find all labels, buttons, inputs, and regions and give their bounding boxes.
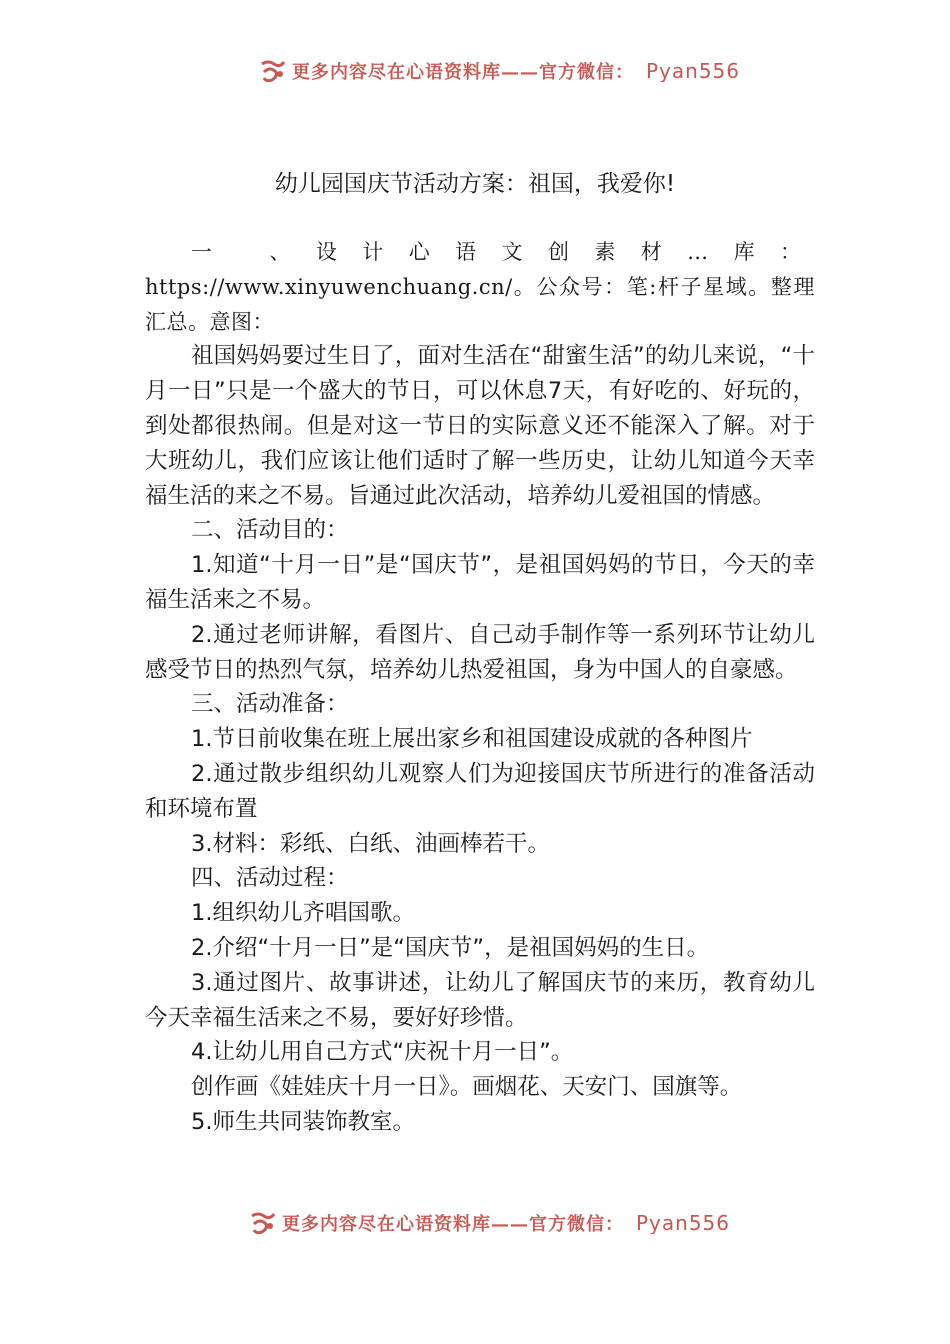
section-heading: 四、活动过程：	[191, 865, 349, 892]
brand-logo-icon	[248, 1210, 278, 1234]
watermark-code: Pyan556	[646, 59, 741, 82]
list-item: 4.让幼儿用自己方式“庆祝十月一日”。	[191, 1039, 574, 1066]
list-item: 5.师生共同装饰教室。	[191, 1108, 415, 1135]
list-item: 1.知道“十月一日”是“国庆节”，是祖国妈妈的节日，今天的幸福生活来之不易。	[145, 552, 815, 613]
watermark-code: Pyan556	[636, 1211, 731, 1234]
list-item: 1.组织幼儿齐唱国歌。	[191, 900, 415, 927]
watermark-text: 更多内容尽在心语资料库——官方微信：	[282, 1214, 624, 1234]
list-item: 2.通过老师讲解，看图片、自己动手制作等一系列环节让幼儿感受节日的热烈气氛，培养幼儿热爱祖国，身为中国人的自豪感。	[145, 621, 815, 683]
section-1-heading: 一 、设计心语文创素材…库：	[191, 240, 815, 264]
watermark-text: 更多内容尽在心语资料库——官方微信：	[292, 62, 634, 82]
list-item: 3.材料：彩纸、白纸、油画棒若干。	[191, 830, 550, 857]
list-item: 3.通过图片、故事讲述，让幼儿了解国庆节的来历，教育幼儿今天幸福生活来之不易，要好好珍惜。	[145, 969, 815, 1031]
section-heading: 三、活动准备：	[191, 691, 349, 718]
list-item: 2.介绍“十月一日”是“国庆节”，是祖国妈妈的生日。	[191, 934, 710, 961]
section-1-intro	[145, 235, 815, 339]
section-heading: 二、活动目的：	[191, 517, 349, 544]
list-item: 创作画《娃娃庆十月一日》。画烟花、天安门、国旗等。	[191, 1074, 743, 1101]
paragraph: 祖国妈妈要过生日了，面对生活在“甜蜜生活”的幼儿来说，“十月一日”只是一个盛大的节日，可以休息7天，有好吃的、好玩的，到处都很热闹。但是对这一节日的实际意义还不能深入了解。对于大班幼儿，我们应该让他们适时了解一些历史，让幼儿知道今天幸福生活的来之不易。旨通过此次活动，培养幼儿爱祖国的情感。	[145, 343, 815, 509]
brand-logo-icon	[258, 58, 288, 82]
list-item: 2.通过散步组织幼儿观察人们为迎接国庆节所进行的准备活动和环境布置	[145, 760, 815, 822]
footer-watermark	[0, 1204, 950, 1234]
header-watermark	[0, 52, 950, 82]
document-title: 幼儿园国庆节活动方案：祖国，我爱你!	[274, 171, 676, 197]
list-item: 1.节日前收集在班上展出家乡和祖国建设成就的各种图片	[191, 726, 753, 753]
document-body	[145, 235, 815, 1140]
section-1-url-line: https://www.xinyuwenchuang.cn/。公众号：笔:杆子星域。整理汇总。意图：	[145, 274, 815, 334]
